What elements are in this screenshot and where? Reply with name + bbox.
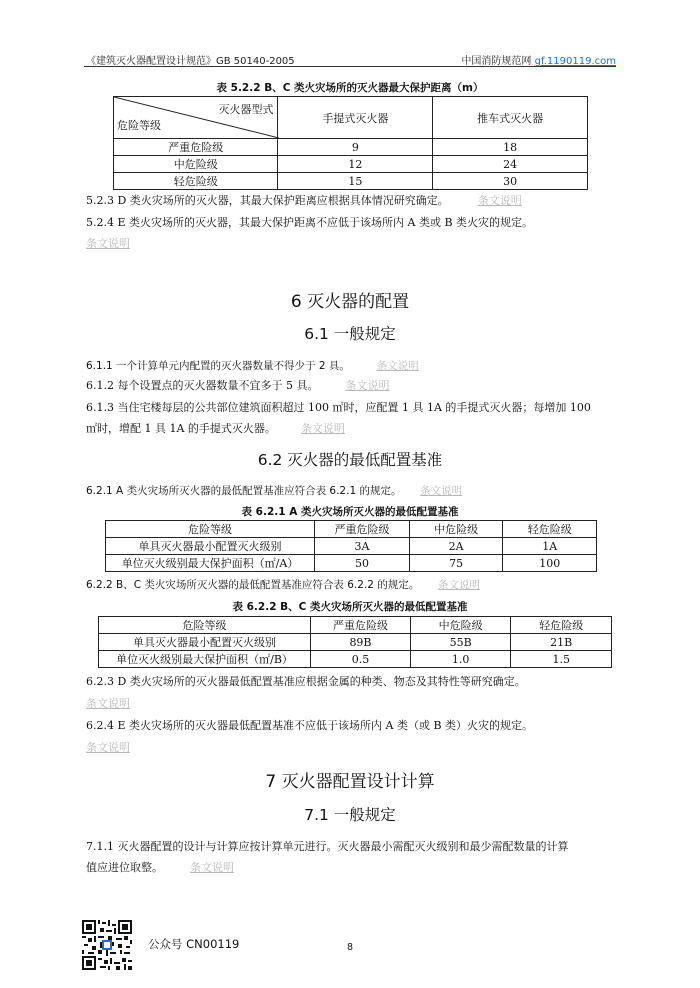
cell: 18 (433, 139, 588, 156)
explanation-link[interactable]: 条文说明 (477, 194, 522, 207)
table-header-row (99, 617, 612, 634)
paragraph-613-line1: 6.1.3 当住宅楼每层的公共部位建筑面积超过 100 ㎡时，应配置 1 具 1A 的手提式灭火器；每增加 100 (86, 401, 591, 414)
col-header: 危险等级 (99, 617, 311, 634)
cell: 89B (311, 634, 411, 651)
cell: 3A (315, 538, 410, 555)
explanation-link-text[interactable]: 条文说明 (86, 237, 130, 250)
col-header: 严重危险级 (315, 521, 410, 538)
explanation-link[interactable] (86, 694, 130, 714)
cell: 1.5 (511, 651, 612, 668)
cell: 0.5 (311, 651, 411, 668)
document-title: 《建筑灭火器配置设计规范》GB 50140-2005 (86, 56, 295, 67)
col-header: 手提式灭火器 (278, 97, 433, 139)
paragraph-text: 6.1.1 一个计算单元内配置的灭火器数量不得少于 2 具。 (86, 360, 350, 372)
row-label: 严重危险级 (114, 139, 278, 156)
table-row (106, 555, 597, 572)
table-header-row (106, 521, 597, 538)
table-522-caption: 表 5.2.2 B、C 类火灾场所的灭火器最大保护距离（m） (216, 82, 484, 94)
row-label: 轻危险级 (114, 173, 278, 190)
paragraph-text: ㎡时，增配 1 具 1A 的手提式灭火器。 (86, 422, 276, 435)
explanation-link[interactable]: 条文说明 (345, 379, 390, 392)
explanation-link-text[interactable]: 条文说明 (86, 741, 130, 754)
table-622-caption: 表 6.2.2 B、C 类火灾场所灭火器的最低配置基准 (232, 601, 468, 613)
paragraph-613-line2 (86, 419, 345, 439)
explanation-link[interactable]: 条文说明 (438, 579, 481, 591)
explanation-link[interactable]: 条文说明 (376, 360, 419, 372)
site-header (461, 52, 616, 67)
table-row (114, 156, 588, 173)
chapter-heading: 7 灭火器配置设计计算 (265, 772, 435, 792)
table-row (99, 634, 612, 651)
paragraph-621 (86, 481, 462, 501)
table-622 (98, 616, 612, 668)
col-header: 严重危险级 (311, 617, 411, 634)
section-heading: 6.2 灭火器的最低配置基准 (257, 451, 443, 469)
row-label: 单具灭火器最小配置灭火级别 (106, 538, 315, 555)
paragraph-622 (86, 575, 480, 595)
row-label: 单位灭火级别最大保护面积（㎡/B） (99, 651, 311, 668)
col-header: 危险等级 (106, 521, 315, 538)
cell: 2A (409, 538, 503, 555)
cell: 55B (410, 634, 511, 651)
table-row (114, 139, 588, 156)
paragraph-623: 6.2.3 D 类火灾场所的灭火器最低配置基准应根据金属的种类、物态及其特性等研究确定。 (86, 675, 526, 688)
cell: 30 (433, 173, 588, 190)
header-rule (84, 66, 616, 67)
col-header: 中危险级 (410, 617, 511, 634)
paragraph-612 (86, 376, 389, 396)
cell: 1.0 (410, 651, 511, 668)
explanation-link[interactable]: 条文说明 (300, 422, 345, 435)
row-label: 单具灭火器最小配置灭火级别 (99, 634, 311, 651)
paragraph-523 (86, 191, 522, 211)
paragraph-624: 6.2.4 E 类火灾场所的灭火器最低配置基准不应低于该场所内 A 类（或 B 类）火灾的规定。 (86, 719, 534, 732)
cell: 15 (278, 173, 433, 190)
col-header: 推车式灭火器 (433, 97, 588, 139)
cell: 50 (315, 555, 410, 572)
paragraph-711-line1: 7.1.1 灭火器配置的设计与计算应按计算单元进行。灭火器最小需配灭火级别和最少需配数量的计算 (86, 840, 569, 853)
table-621-caption: 表 6.2.1 A 类火灾场所灭火器的最低配置基准 (241, 506, 459, 518)
row-label: 中危险级 (114, 156, 278, 173)
cell: 1A (503, 538, 597, 555)
col-header: 轻危险级 (511, 617, 612, 634)
cell: 12 (278, 156, 433, 173)
explanation-link[interactable] (86, 738, 130, 758)
cell: 21B (511, 634, 612, 651)
paragraph-text: 6.2.1 A 类火灾场所灭火器的最低配置基准应符合表 6.2.1 的规定。 (86, 485, 402, 497)
site-name: 中国消防规范网 (461, 56, 532, 67)
table-522-corner (114, 97, 278, 139)
paragraph-611 (86, 356, 419, 376)
cell: 9 (278, 139, 433, 156)
corner-bottom-label: 危险等级 (117, 119, 161, 132)
table-row (106, 538, 597, 555)
page-number: 8 (346, 942, 354, 953)
corner-top-label: 灭火器型式 (218, 103, 274, 116)
table-row (99, 651, 612, 668)
explanation-link-text[interactable]: 条文说明 (86, 697, 130, 710)
paragraph-711-line2 (86, 858, 234, 878)
row-label: 单位灭火级别最大保护面积（㎡/A） (106, 555, 315, 572)
chapter-heading: 6 灭火器的配置 (290, 292, 410, 312)
table-522 (113, 96, 588, 190)
cell: 100 (503, 555, 597, 572)
section-heading: 7.1 一般规定 (304, 806, 396, 824)
paragraph-text: 值应进位取整。 (86, 861, 163, 874)
wechat-account: 公众号 CN00119 (148, 937, 240, 951)
col-header: 轻危险级 (503, 521, 597, 538)
paragraph-text: 5.2.3 D 类火灾场所的灭火器，其最大保护距离应根据具体情况研究确定。 (86, 194, 449, 207)
site-link[interactable]: gf.1190119.com (534, 56, 616, 67)
col-header: 中危险级 (409, 521, 503, 538)
explanation-link[interactable] (86, 234, 130, 254)
paragraph-524: 5.2.4 E 类火灾场所的灭火器，其最大保护距离不应低于该场所内 A 类或 B 类火灾的规定。 (86, 216, 534, 229)
table-row (114, 173, 588, 190)
cell: 75 (409, 555, 503, 572)
paragraph-text: 6.1.2 每个设置点的灭火器数量不宜多于 5 具。 (86, 379, 319, 392)
cell: 24 (433, 156, 588, 173)
paragraph-text: 6.2.2 B、C 类火灾场所灭火器的最低配置基准应符合表 6.2.2 的规定。 (86, 579, 420, 591)
section-heading: 6.1 一般规定 (304, 325, 396, 343)
table-621 (105, 520, 597, 572)
explanation-link[interactable]: 条文说明 (190, 861, 234, 874)
explanation-link[interactable]: 条文说明 (420, 485, 463, 497)
